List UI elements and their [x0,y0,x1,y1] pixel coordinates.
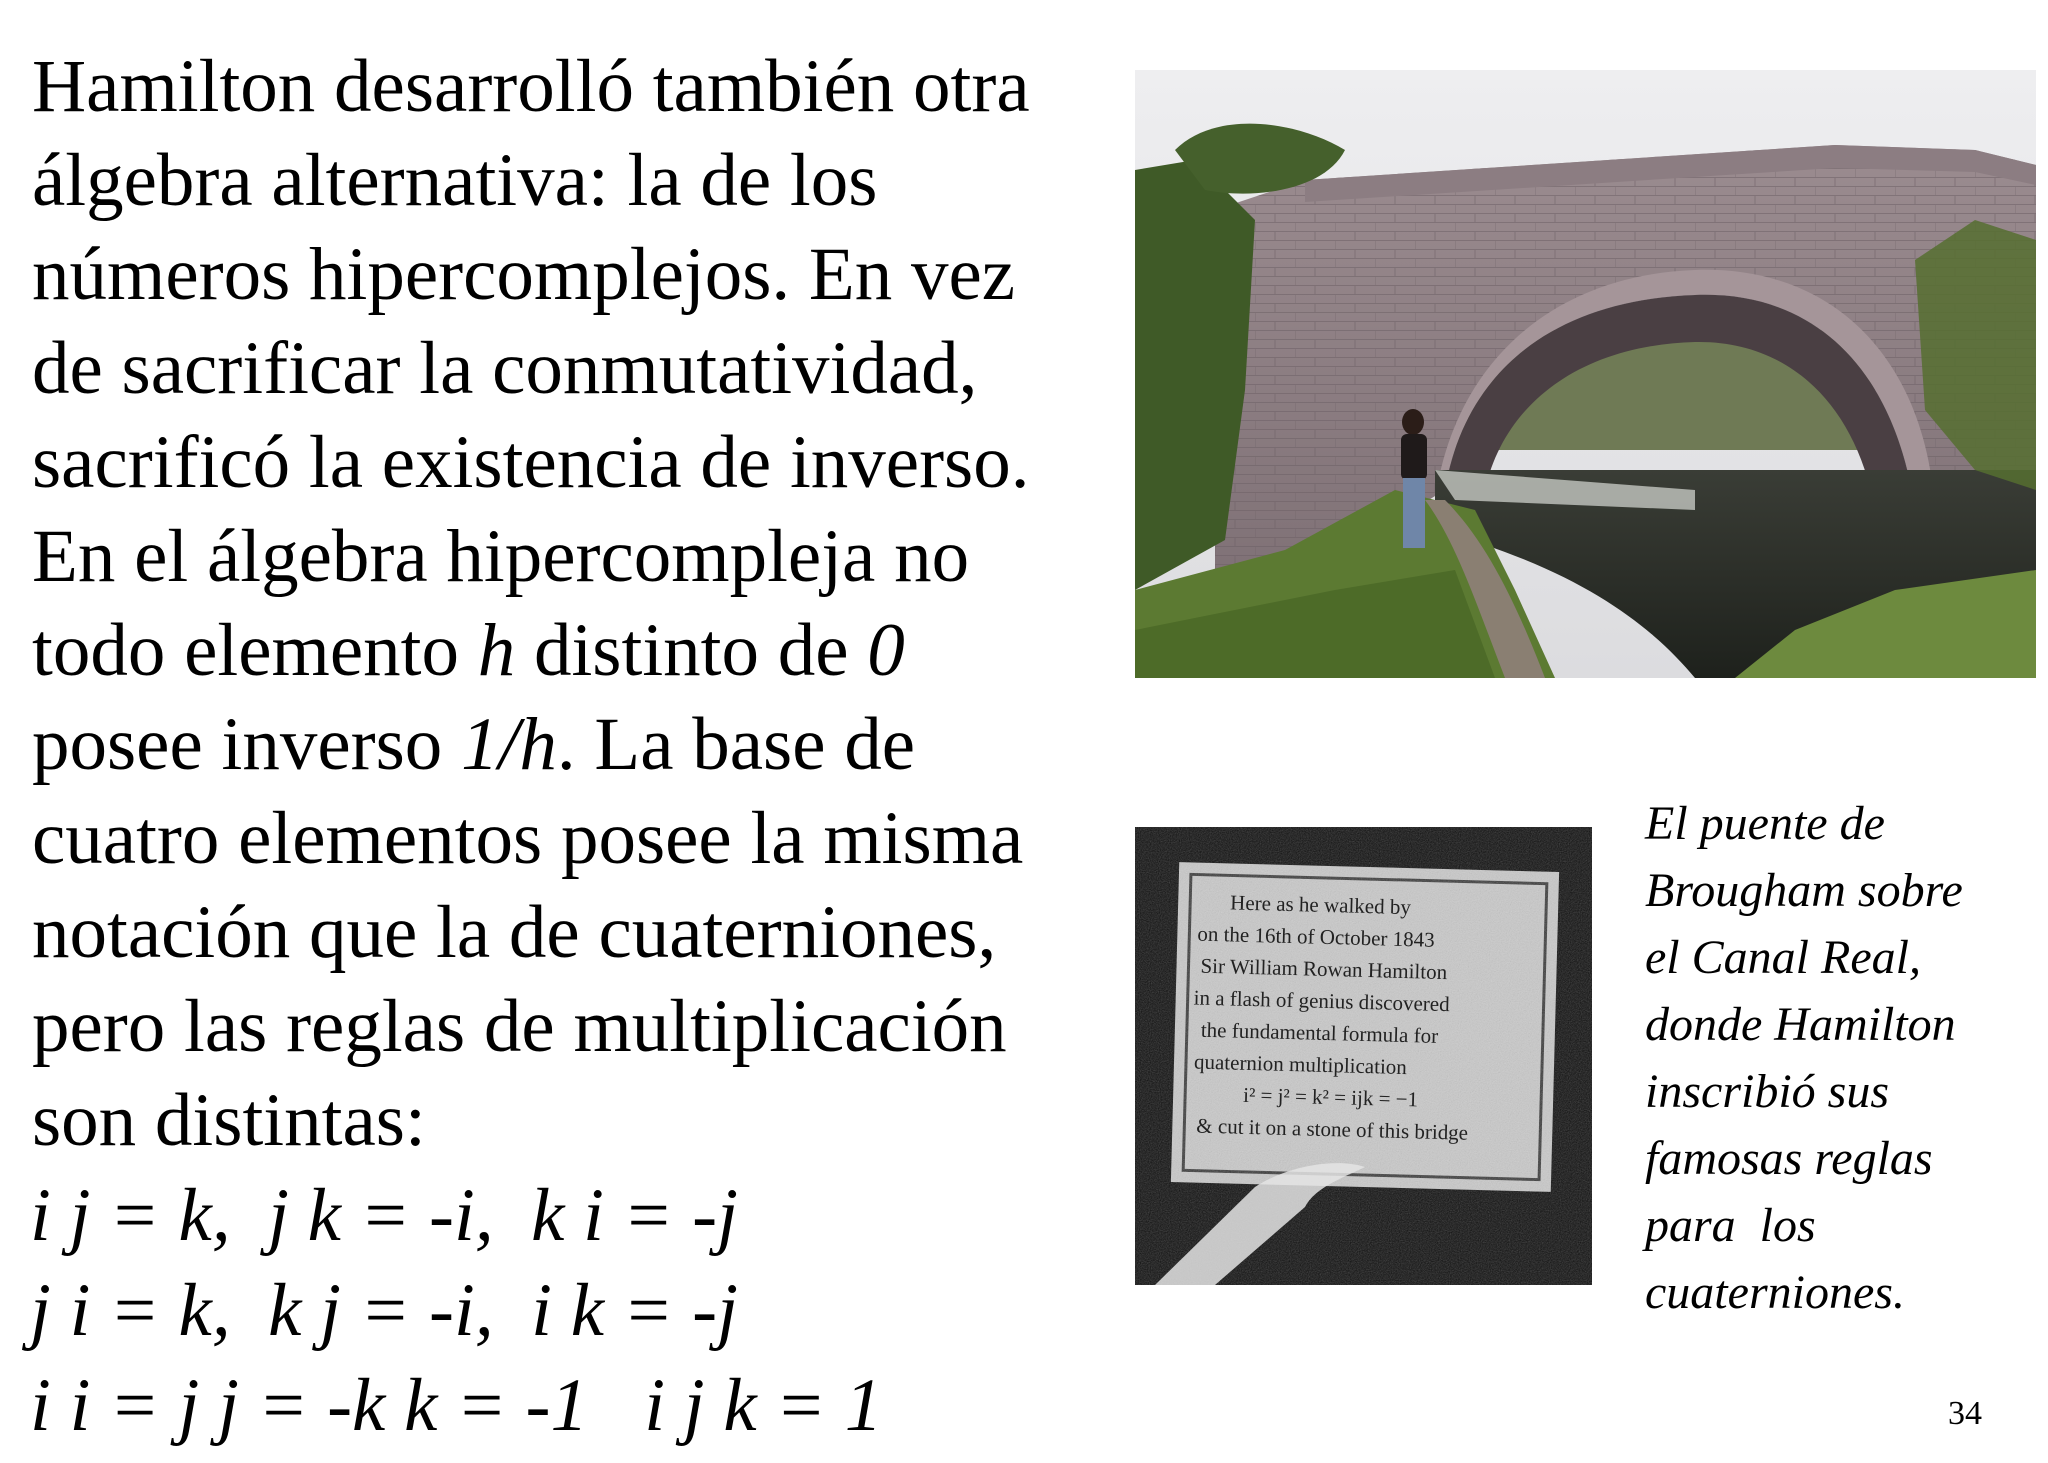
text-fragment: . La base de [556,703,916,786]
text-line [32,698,1092,792]
caption-line: famosas reglas [1645,1132,1933,1185]
multiplication-rules [30,1168,1070,1453]
text-fragment: posee inverso [32,703,462,786]
text-line: cuatro elementos posee la misma [32,797,1024,880]
text-line: son distintas: [32,1079,426,1162]
plaque-line: Here as he walked by [1229,890,1412,920]
plaque-line: & cut it on a stone of this bridge [1196,1113,1469,1145]
text-fragment: distinto de [515,609,868,692]
caption-line: el Canal Real, [1645,931,1921,984]
plaque-line: the fundamental formula for [1200,1017,1439,1048]
plaque-line: quaternion multiplication [1193,1049,1408,1080]
text-line: números hipercomplejos. En vez [32,233,1016,316]
equation-line: j i = k, k j = -i, i k = -j [30,1269,738,1352]
photo-caption [1645,790,2035,1326]
caption-line: para los [1645,1199,1816,1252]
math-variable: h [477,609,516,692]
caption-line: inscribió sus [1645,1065,1890,1118]
page-number: 34 [1948,1395,1982,1432]
text-line [32,604,1092,698]
caption-line: donde Hamilton [1645,998,1956,1051]
caption-line: El puente de [1645,797,1885,850]
math-variable: 1/h [461,703,557,786]
caption-line: Brougham sobre [1645,864,1963,917]
text-line: sacrificó la existencia de inverso. [32,421,1030,504]
bridge-photo [1135,70,2036,678]
plaque-line: in a flash of genius discovered [1193,985,1450,1017]
main-paragraph [32,40,1092,1168]
text-line: de sacrificar la conmutatividad, [32,327,978,410]
text-fragment: todo elemento [32,609,478,692]
plaque-line: i² = j² = k² = ijk = −1 [1242,1082,1419,1112]
math-variable: 0 [867,609,905,692]
caption-line: cuaterniones. [1645,1266,1905,1319]
equation-line: i j = k, j k = -i, k i = -j [30,1174,738,1257]
text-line: notación que la de cuaterniones, [32,891,997,974]
plaque-line: on the 16th of October 1843 [1197,921,1435,952]
text-line: En el álgebra hipercompleja no [32,515,970,598]
text-line: Hamilton desarrolló también otra [32,45,1030,128]
text-line: álgebra alternativa: la de los [32,139,878,222]
equation-line: i i = j j = -k k = -1 i j k = 1 [30,1364,883,1447]
plaque-photo [1135,827,1592,1285]
plaque-line: Sir William Rowan Hamilton [1200,953,1448,985]
text-line: pero las reglas de multiplicación [32,985,1007,1068]
